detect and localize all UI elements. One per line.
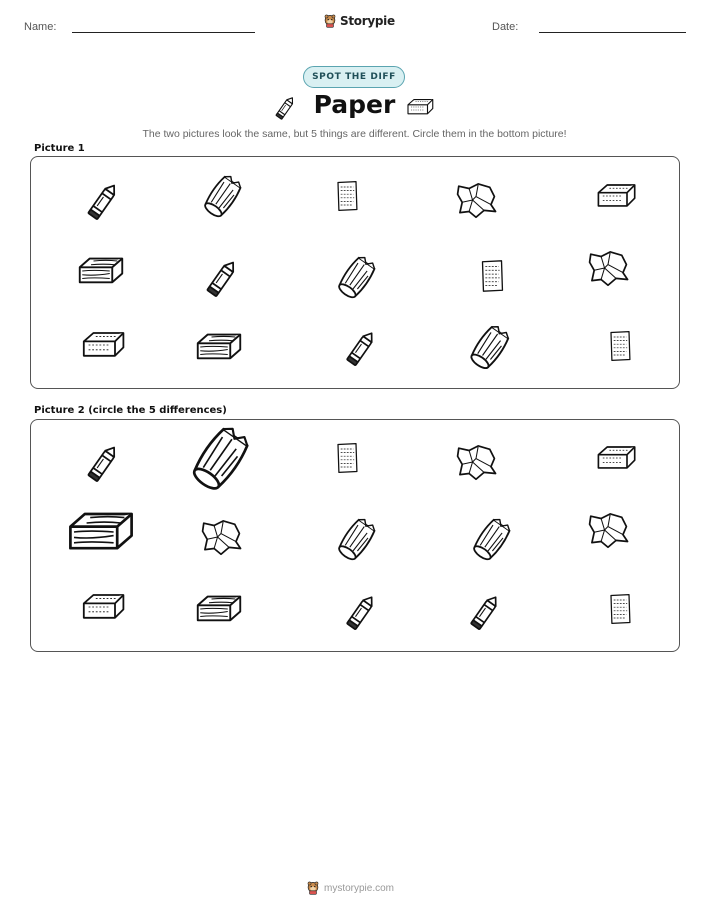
crayon-icon[interactable] xyxy=(341,590,383,632)
footer xyxy=(306,881,394,895)
eraser-icon xyxy=(594,174,638,218)
wood-log-icon[interactable] xyxy=(333,515,381,563)
crayon-icon[interactable] xyxy=(82,440,126,484)
storypie-logo-icon xyxy=(306,881,320,895)
picture-2-label: Picture 2 (circle the 5 differences) xyxy=(34,405,227,416)
eraser-icon xyxy=(79,321,127,369)
crayon-icon xyxy=(201,255,245,299)
brand-name: Storypie xyxy=(340,14,395,28)
wood-log-icon[interactable] xyxy=(185,422,257,494)
spot-the-diff-badge: SPOT THE DIFF xyxy=(303,66,405,88)
paper-sheet-icon[interactable] xyxy=(329,440,365,476)
instructions: The two pictures look the same, but 5 things are different. Circle them in the bottom picture! xyxy=(142,128,567,140)
name-field[interactable] xyxy=(72,32,255,33)
paper-sheet-icon xyxy=(329,178,365,214)
crumpled-paper-icon xyxy=(585,245,631,291)
wood-log-icon xyxy=(333,253,381,301)
storypie-logo-icon xyxy=(323,14,337,28)
name-label: Name: xyxy=(24,21,57,33)
wood-plank-icon xyxy=(194,322,244,372)
paper-sheet-icon[interactable] xyxy=(602,591,638,627)
wood-plank-icon[interactable] xyxy=(194,584,244,634)
paper-sheet-icon xyxy=(473,257,511,295)
date-label: Date: xyxy=(492,21,519,33)
wood-log-icon xyxy=(199,172,247,220)
wood-plank-icon[interactable] xyxy=(65,496,137,568)
crayon-icon xyxy=(82,178,126,222)
picture-1-label: Picture 1 xyxy=(34,143,85,154)
wood-plank-icon xyxy=(76,246,126,296)
crumpled-paper-icon[interactable] xyxy=(585,507,631,553)
wood-log-icon[interactable] xyxy=(468,515,516,563)
eraser-icon[interactable] xyxy=(594,436,638,480)
footer-url[interactable]: mystorypie.com xyxy=(324,882,395,894)
wood-log-icon xyxy=(465,322,515,372)
crayon-icon[interactable] xyxy=(465,590,507,632)
crumpled-paper-icon xyxy=(453,177,499,223)
crayon-icon xyxy=(341,326,383,368)
paper-sheet-icon xyxy=(602,328,638,364)
crumpled-paper-icon[interactable] xyxy=(453,439,499,485)
page-title: Paper xyxy=(313,90,396,119)
crumpled-paper-icon[interactable] xyxy=(198,514,244,560)
eraser-icon xyxy=(403,92,437,122)
brand-logo xyxy=(323,14,395,28)
date-field[interactable] xyxy=(539,32,686,33)
eraser-icon[interactable] xyxy=(79,583,127,631)
